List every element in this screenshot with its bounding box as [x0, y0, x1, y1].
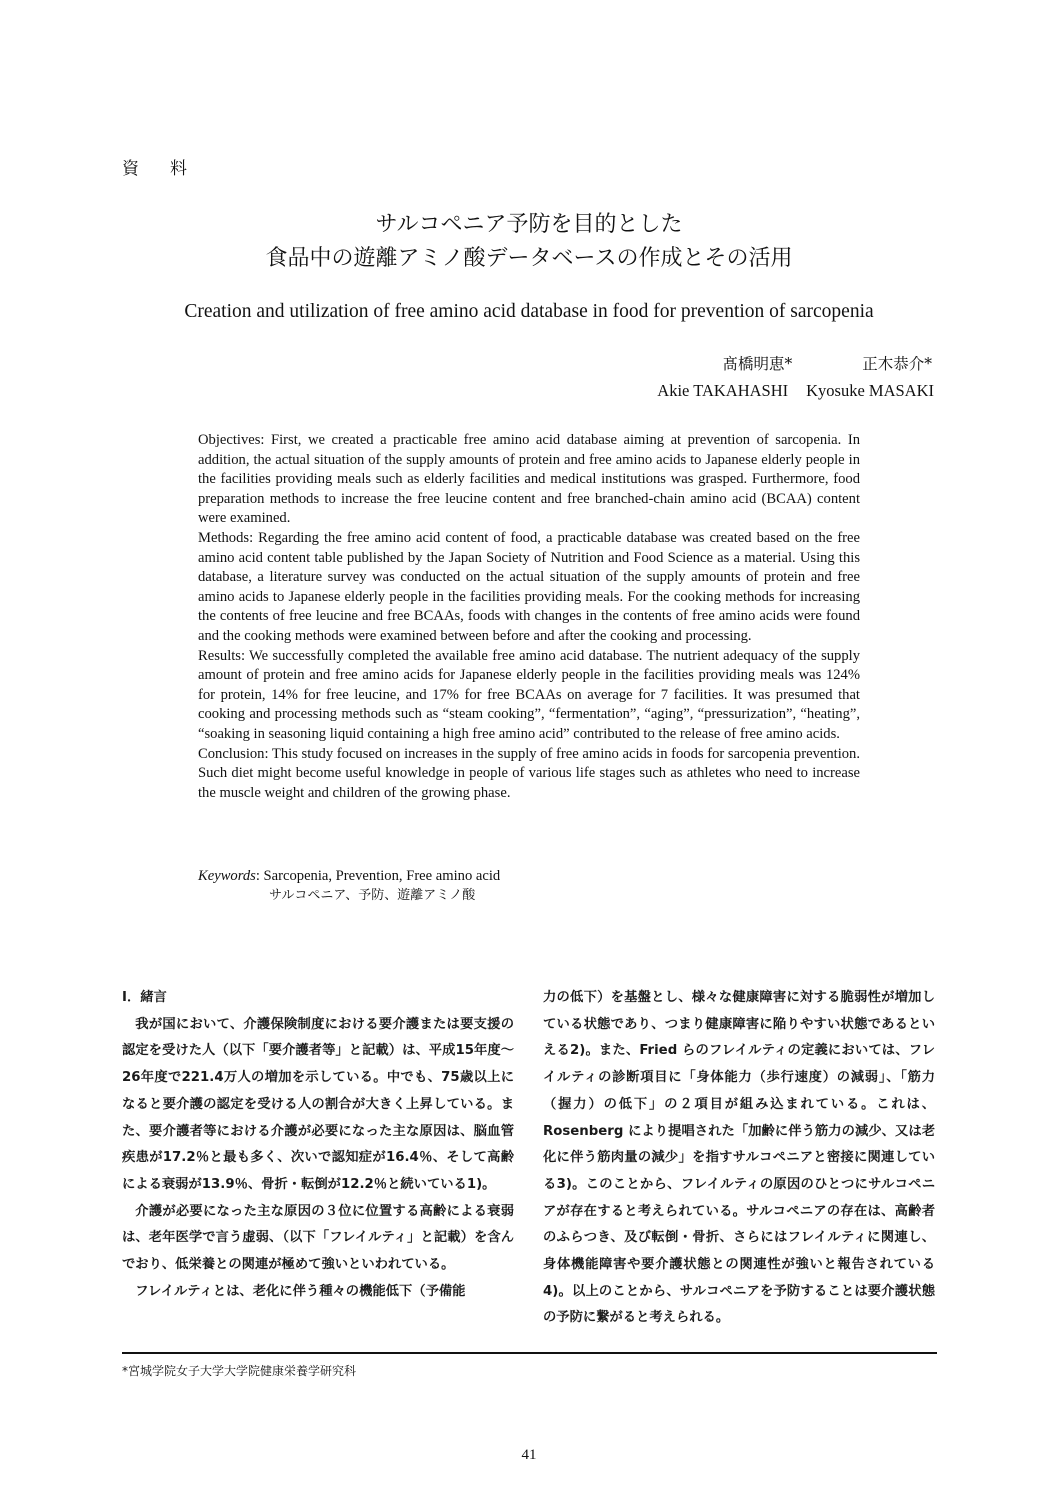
- abstract-objectives: Objectives: First, we created a practicable free amino acid database aiming at prevention of sarcopenia. In addition, the actual situation of the supply amounts of protein and free amino acids to Japanese elderly people in the facilities providing meals such as elderly facilities and medical institutions was grasped. Furthermore, food preparation methods to increase the free leucine content and free branched-chain amino acid (BCAA) content were examined.: [198, 432, 860, 527]
- authors-ja: [722, 352, 932, 374]
- keywords: [198, 866, 860, 906]
- body-paragraph: 力の低下）を基盤とし、様々な健康障害に対する脆弱性が増加している状態であり、つまり健康障害に陥りやすい状態であるといえる2)。また、Fried らのフレイルティの定義においては、フレイルティの診断項目に「身体能力（歩行速度）の減弱」、「筋力（握力）の低下」の２項目が組み込まれている。これは、Rosenberg により提唱された「加齢に伴う筋力の減少、又は老化に伴う筋肉量の減少」を指すサルコペニアと密接に関連している3)。このことから、フレイルティの原因のひとつにサルコペニアが存在すると考えられている。サルコペニアの存在は、高齢者のふらつき、及び転倒・骨折、さらにはフレイルティに関連し、身体機能障害や要介護状態との関連性が強いと報告されている4)。以上のことから、サルコペニアを予防することは要介護状態の予防に繋がると考えられる。: [543, 990, 935, 1326]
- body-column-right: [543, 985, 935, 1332]
- section-tag: [122, 154, 188, 179]
- abstract: [198, 431, 860, 803]
- title-ja-line-2: 食品中の遊離アミノ酸データベースの作成とその活用: [265, 246, 793, 271]
- authors-en: [657, 381, 934, 401]
- keywords-ja: サルコペニア、予防、遊離アミノ酸: [269, 888, 476, 903]
- body-paragraph: 介護が必要になった主な原因の３位に位置する高齢による衰弱は、老年医学で言う虚弱、（以下「フレイルティ」と記載）を含んでおり、低栄養との関連が極めて強いといわれている。: [122, 1203, 514, 1273]
- footnote-rule: [122, 1352, 937, 1354]
- title-en: Creation and utilization of free amino acid database in food for prevention of sarcopenia: [184, 301, 874, 322]
- abstract-conclusion: Conclusion: This study focused on increases in the supply of free amino acids in foods for sarcopenia prevention. Such diet might become useful knowledge in people of various life stages such as athletes who need to increase the muscle weight and children of the growing phase.: [198, 745, 860, 801]
- abstract-results: Results: We successfully completed the available free amino acid database. The nutrient adequacy of the supply amount of protein and free amino acids for Japanese elderly people in the facilities providing meals was 124% for protein, 14% for free leucine, and 17% for free BCAAs on average for 7 facilities. It was presumed that cooking and processing methods such as “steam cooking”, “fermentation”, “aging”, “pressurization”, “heating”, “soaking in seasoning liquid containing a high free amino acid” contributed to the release of free amino acids.: [198, 647, 860, 742]
- section-tag-char-2: 料: [170, 159, 188, 179]
- keywords-label: Keywords: [198, 868, 256, 884]
- section-tag-char-1: 資: [122, 159, 140, 179]
- title-ja-line-1: サルコペニア予防を目的とした: [375, 212, 683, 237]
- body-column-left: [122, 985, 514, 1305]
- author-ja-1: 髙橋明恵*: [722, 355, 793, 373]
- keywords-en: : Sarcopenia, Prevention, Free amino acid: [255, 868, 501, 884]
- page-number: 41: [521, 1447, 537, 1463]
- keywords-en-line: [198, 866, 860, 886]
- body-paragraph: 我が国において、介護保険制度における要介護または要支援の認定を受けた人（以下「要介護者等」と記載）は、平成15年度～26年度で221.4万人の増加を示している。中でも、75歳以上になると要介護の認定を受ける人の割合が大きく上昇している。また、要介護者等における介護が必要になった主な原因は、脳血管疾患が17.2％と最も多く、次いで認知症が16.4％、そして高齢による衰弱が13.9％、骨折・転倒が12.2％と続いている1)。: [122, 1016, 514, 1192]
- author-en-1: Akie TAKAHASHI: [657, 381, 789, 400]
- author-ja-2: 正木恭介*: [862, 355, 932, 373]
- section-heading: Ⅰ．緒言: [122, 990, 167, 1005]
- abstract-methods: Methods: Regarding the free amino acid content of food, a practicable database was created based on the free amino acid content table published by the Japan Society of Nutrition and Food Science as a material. Using this database, a literature survey was conducted on the actual situation of the supply amounts of protein and free amino acids to Japanese elderly people in the facilities providing meals. For the cooking methods for increasing the contents of free leucine and free BCAAs, foods with changes in the contents of free amino acids were found and the cooking methods were examined between before and after the cooking and processing.: [198, 529, 860, 644]
- author-en-2: Kyosuke MASAKI: [806, 381, 934, 400]
- footnote: *宮城学院女子大学大学院健康栄養学研究科: [122, 1364, 357, 1378]
- body-paragraph: フレイルティとは、老化に伴う種々の機能低下（予備能: [135, 1283, 466, 1299]
